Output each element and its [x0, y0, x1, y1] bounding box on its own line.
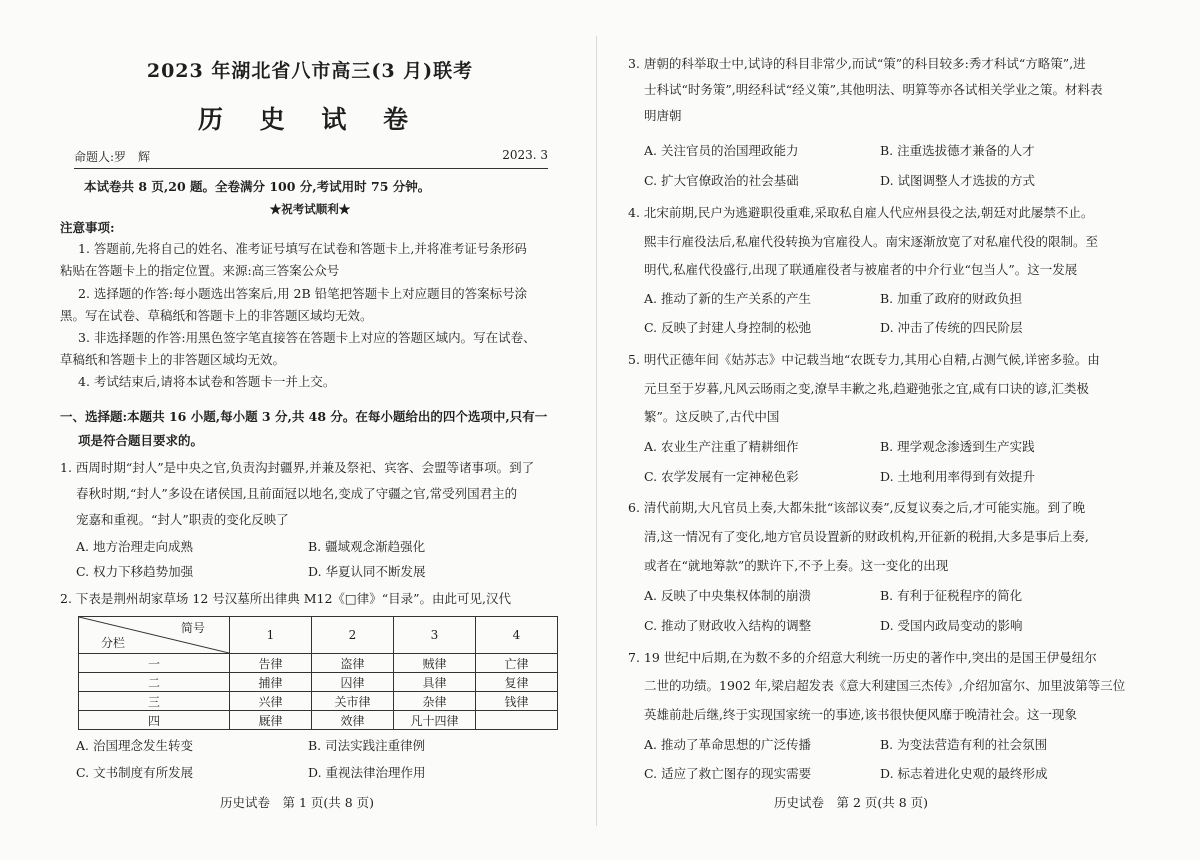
question-4-option-d[interactable]: D. 冲击了传统的四民阶层	[880, 320, 1023, 335]
question-1-stem: 春秋时期,“封人”多设在诸侯国,且前面冠以地名,变成了守疆之官,常受列国君主的	[76, 486, 518, 501]
question-3-stem: 3. 唐朝的科举取士中,试诗的科目非常少,而试“策”的科目较多:秀才科试“方略策”,进	[628, 56, 1086, 71]
notice-title: 注意事项:	[60, 220, 115, 235]
question-7-option-d[interactable]: D. 标志着进化史观的最终形成	[880, 766, 1048, 781]
table-cell: 贼律	[394, 654, 476, 673]
question-7-stem: 英雄前赴后继,终于实现国家统一的事迹,该书很快便风靡于晚清社会。这一现象	[644, 707, 1077, 722]
question-4-option-a[interactable]: A. 推动了新的生产关系的产生	[644, 291, 811, 306]
question-5-stem: 繁”。这反映了,古代中国	[644, 409, 780, 424]
table-row-label: 四	[79, 711, 230, 730]
table-corner-cell	[79, 617, 229, 653]
question-5-option-b[interactable]: B. 理学观念渗透到生产实践	[880, 439, 1035, 454]
corner-bottom-label: 分栏	[101, 636, 126, 650]
exam-date: 2023. 3	[502, 148, 548, 162]
question-3-option-b[interactable]: B. 注重选拔德才兼备的人才	[880, 143, 1035, 158]
question-2-option-d[interactable]: D. 重视法律治理作用	[308, 765, 426, 780]
table-row	[79, 692, 558, 711]
question-6-option-a[interactable]: A. 反映了中央集权体制的崩溃	[644, 588, 811, 603]
question-3-stem: 明唐朝	[644, 108, 682, 123]
question-3-stem: 士科试“时务策”,明经科试“经义策”,其他明法、明算等亦各试相关学业之策。材料表	[644, 82, 1103, 97]
question-2-option-a[interactable]: A. 治国理念发生转变	[76, 738, 193, 753]
question-7-stem: 二世的功绩。1902 年,梁启超发表《意大利建国三杰传》,介绍加富尔、加里波第等三位	[644, 678, 1126, 693]
notice-line: 草稿纸和答题卡上的非答题区域均无效。	[60, 352, 286, 367]
question-2-option-b[interactable]: B. 司法实践注重律例	[308, 738, 426, 753]
question-6-option-b[interactable]: B. 有利于征税程序的简化	[880, 588, 1023, 603]
table-col-header: 2	[312, 617, 394, 654]
question-5-option-a[interactable]: A. 农业生产注重了精耕细作	[644, 439, 799, 454]
wish-line: ★祝考试顺利★	[269, 202, 351, 216]
page-divider	[596, 36, 597, 826]
question-3-option-c[interactable]: C. 扩大官僚政治的社会基础	[644, 173, 799, 188]
table-cell: 囚律	[312, 673, 394, 692]
table-cell: 杂律	[394, 692, 476, 711]
question-7-option-a[interactable]: A. 推动了革命思想的广泛传播	[644, 737, 811, 752]
page-1-footer: 历史试卷 第 1 页(共 8 页)	[220, 795, 375, 810]
question-2-stem: 2. 下表是荆州胡家草场 12 号汉墓所出律典 M12《□律》“目录”。由此可见,汉代	[60, 591, 511, 606]
notice-line: 粘贴在答题卡上的指定位置。来源:高三答案公众号	[60, 263, 340, 278]
question-5-option-c[interactable]: C. 农学发展有一定神秘色彩	[644, 469, 799, 484]
law-catalog-table	[78, 616, 558, 726]
question-4-stem: 明代,私雇代役盛行,出现了联通雇役者与被雇者的中介行业“包当人”。这一发展	[644, 262, 1078, 277]
section-heading: 项是符合题目要求的。	[78, 433, 204, 448]
table-cell: 告律	[230, 654, 312, 673]
question-7-option-b[interactable]: B. 为变法营造有利的社会氛围	[880, 737, 1048, 752]
table-cell: 厩律	[230, 711, 312, 730]
notice-line: 黑。写在试卷、草稿纸和答题卡上的非答题区域均无效。	[60, 308, 373, 323]
notice-line: 3. 非选择题的作答:用黑色签字笔直接答在答题卡上对应的答题区域内。写在试卷、	[78, 330, 536, 345]
notice-line: 1. 答题前,先将自己的姓名、准考证号填写在试卷和答题卡上,并将准考证号条形码	[78, 241, 527, 256]
question-4-stem: 4. 北宋前期,民户为逃避职役重难,采取私自雇人代应州县役之法,朝廷对此屡禁不止。	[628, 205, 1094, 220]
subject-title: 历 史 试 卷	[197, 105, 423, 134]
table-cell: 兴律	[230, 692, 312, 711]
table-row	[79, 654, 558, 673]
question-1-stem: 宠嘉和重视。“封人”职责的变化反映了	[76, 512, 289, 527]
question-1-option-d[interactable]: D. 华夏认同不断发展	[308, 564, 426, 579]
table-row-label: 三	[79, 692, 230, 711]
page-1	[60, 0, 560, 860]
intro-line: 本试卷共 8 页,20 题。全卷满分 100 分,考试用时 75 分钟。	[84, 179, 431, 194]
question-6-stem: 或者在“就地筹款”的默许下,不予上奏。这一变化的出现	[644, 558, 949, 573]
table-cell: 具律	[394, 673, 476, 692]
notice-line: 4. 考试结束后,请将本试卷和答题卡一并上交。	[78, 374, 336, 389]
table-row	[79, 673, 558, 692]
question-4-option-c[interactable]: C. 反映了封建人身控制的松弛	[644, 320, 812, 335]
question-5-stem: 元旦至于岁暮,凡风云旸雨之变,潦旱丰歉之兆,趋避弛张之宜,咸有口诀的谚,汇类极	[644, 381, 1089, 396]
question-3-option-d[interactable]: D. 试图调整人才选拔的方式	[880, 173, 1036, 188]
question-6-option-c[interactable]: C. 推动了财政收入结构的调整	[644, 618, 812, 633]
question-4-stem: 熙丰行雇役法后,私雇代役转换为官雇役人。南宋逐渐放宽了对私雇代役的限制。至	[644, 234, 1098, 249]
author-line: 命题人:罗 辉	[74, 150, 151, 164]
table-row-label: 一	[79, 654, 230, 673]
table-cell	[476, 711, 558, 730]
table-cell: 复律	[476, 673, 558, 692]
question-2-option-c[interactable]: C. 文书制度有所发展	[76, 765, 194, 780]
table-col-header: 3	[394, 617, 476, 654]
question-1-option-a[interactable]: A. 地方治理走向成熟	[76, 539, 193, 554]
question-1-option-c[interactable]: C. 权力下移趋势加强	[76, 564, 194, 579]
table-col-header: 4	[476, 617, 558, 654]
table-cell: 捕律	[230, 673, 312, 692]
question-1-stem: 1. 西周时期“封人”是中央之官,负责沟封疆界,并兼及祭祀、宾客、会盟等诸事项。到了	[60, 460, 535, 475]
corner-top-label: 简号	[180, 621, 205, 635]
question-5-stem: 5. 明代正德年间《姑苏志》中记载当地“农既专力,其用心自精,占测气候,详密多验。由	[628, 352, 1100, 367]
table-cell: 亡律	[476, 654, 558, 673]
table-col-header: 1	[230, 617, 312, 654]
table-cell: 凡十四律	[394, 711, 476, 730]
table-cell: 效律	[312, 711, 394, 730]
page-2-footer: 历史试卷 第 2 页(共 8 页)	[774, 795, 929, 810]
header-rule	[74, 168, 548, 169]
question-7-stem: 7. 19 世纪中后期,在为数不多的介绍意大利统一历史的著作中,突出的是国王伊曼纽尔	[628, 650, 1097, 665]
question-7-option-c[interactable]: C. 适应了救亡图存的现实需要	[644, 766, 812, 781]
table-row	[79, 711, 558, 730]
question-6-stem: 清,这一情况有了变化,地方官员设置新的财政机构,开征新的税捐,大多是事后上奏,	[644, 529, 1089, 544]
question-5-option-d[interactable]: D. 土地利用率得到有效提升	[880, 469, 1036, 484]
exam-title: 2023 年湖北省八市高三(3 月)联考	[146, 60, 474, 82]
meta-row	[74, 148, 548, 165]
section-heading: 一、选择题:本题共 16 小题,每小题 3 分,共 48 分。在每小题给出的四个选项中,只有一	[60, 409, 548, 424]
notice-line: 2. 选择题的作答:每小题选出答案后,用 2B 铅笔把答题卡上对应题目的答案标号涂	[78, 286, 528, 301]
table-cell: 关市律	[312, 692, 394, 711]
question-3-option-a[interactable]: A. 关注官员的治国理政能力	[644, 143, 799, 158]
page-2	[628, 0, 1136, 860]
table-row-label: 二	[79, 673, 230, 692]
question-1-option-b[interactable]: B. 疆域观念渐趋强化	[308, 539, 426, 554]
table-cell: 钱律	[476, 692, 558, 711]
question-4-option-b[interactable]: B. 加重了政府的财政负担	[880, 291, 1023, 306]
question-6-option-d[interactable]: D. 受国内政局变动的影响	[880, 618, 1023, 633]
table-cell: 盗律	[312, 654, 394, 673]
question-6-stem: 6. 清代前期,大凡官员上奏,大都朱批“该部议奏”,反复议奏之后,才可能实施。到了晚	[628, 500, 1086, 515]
